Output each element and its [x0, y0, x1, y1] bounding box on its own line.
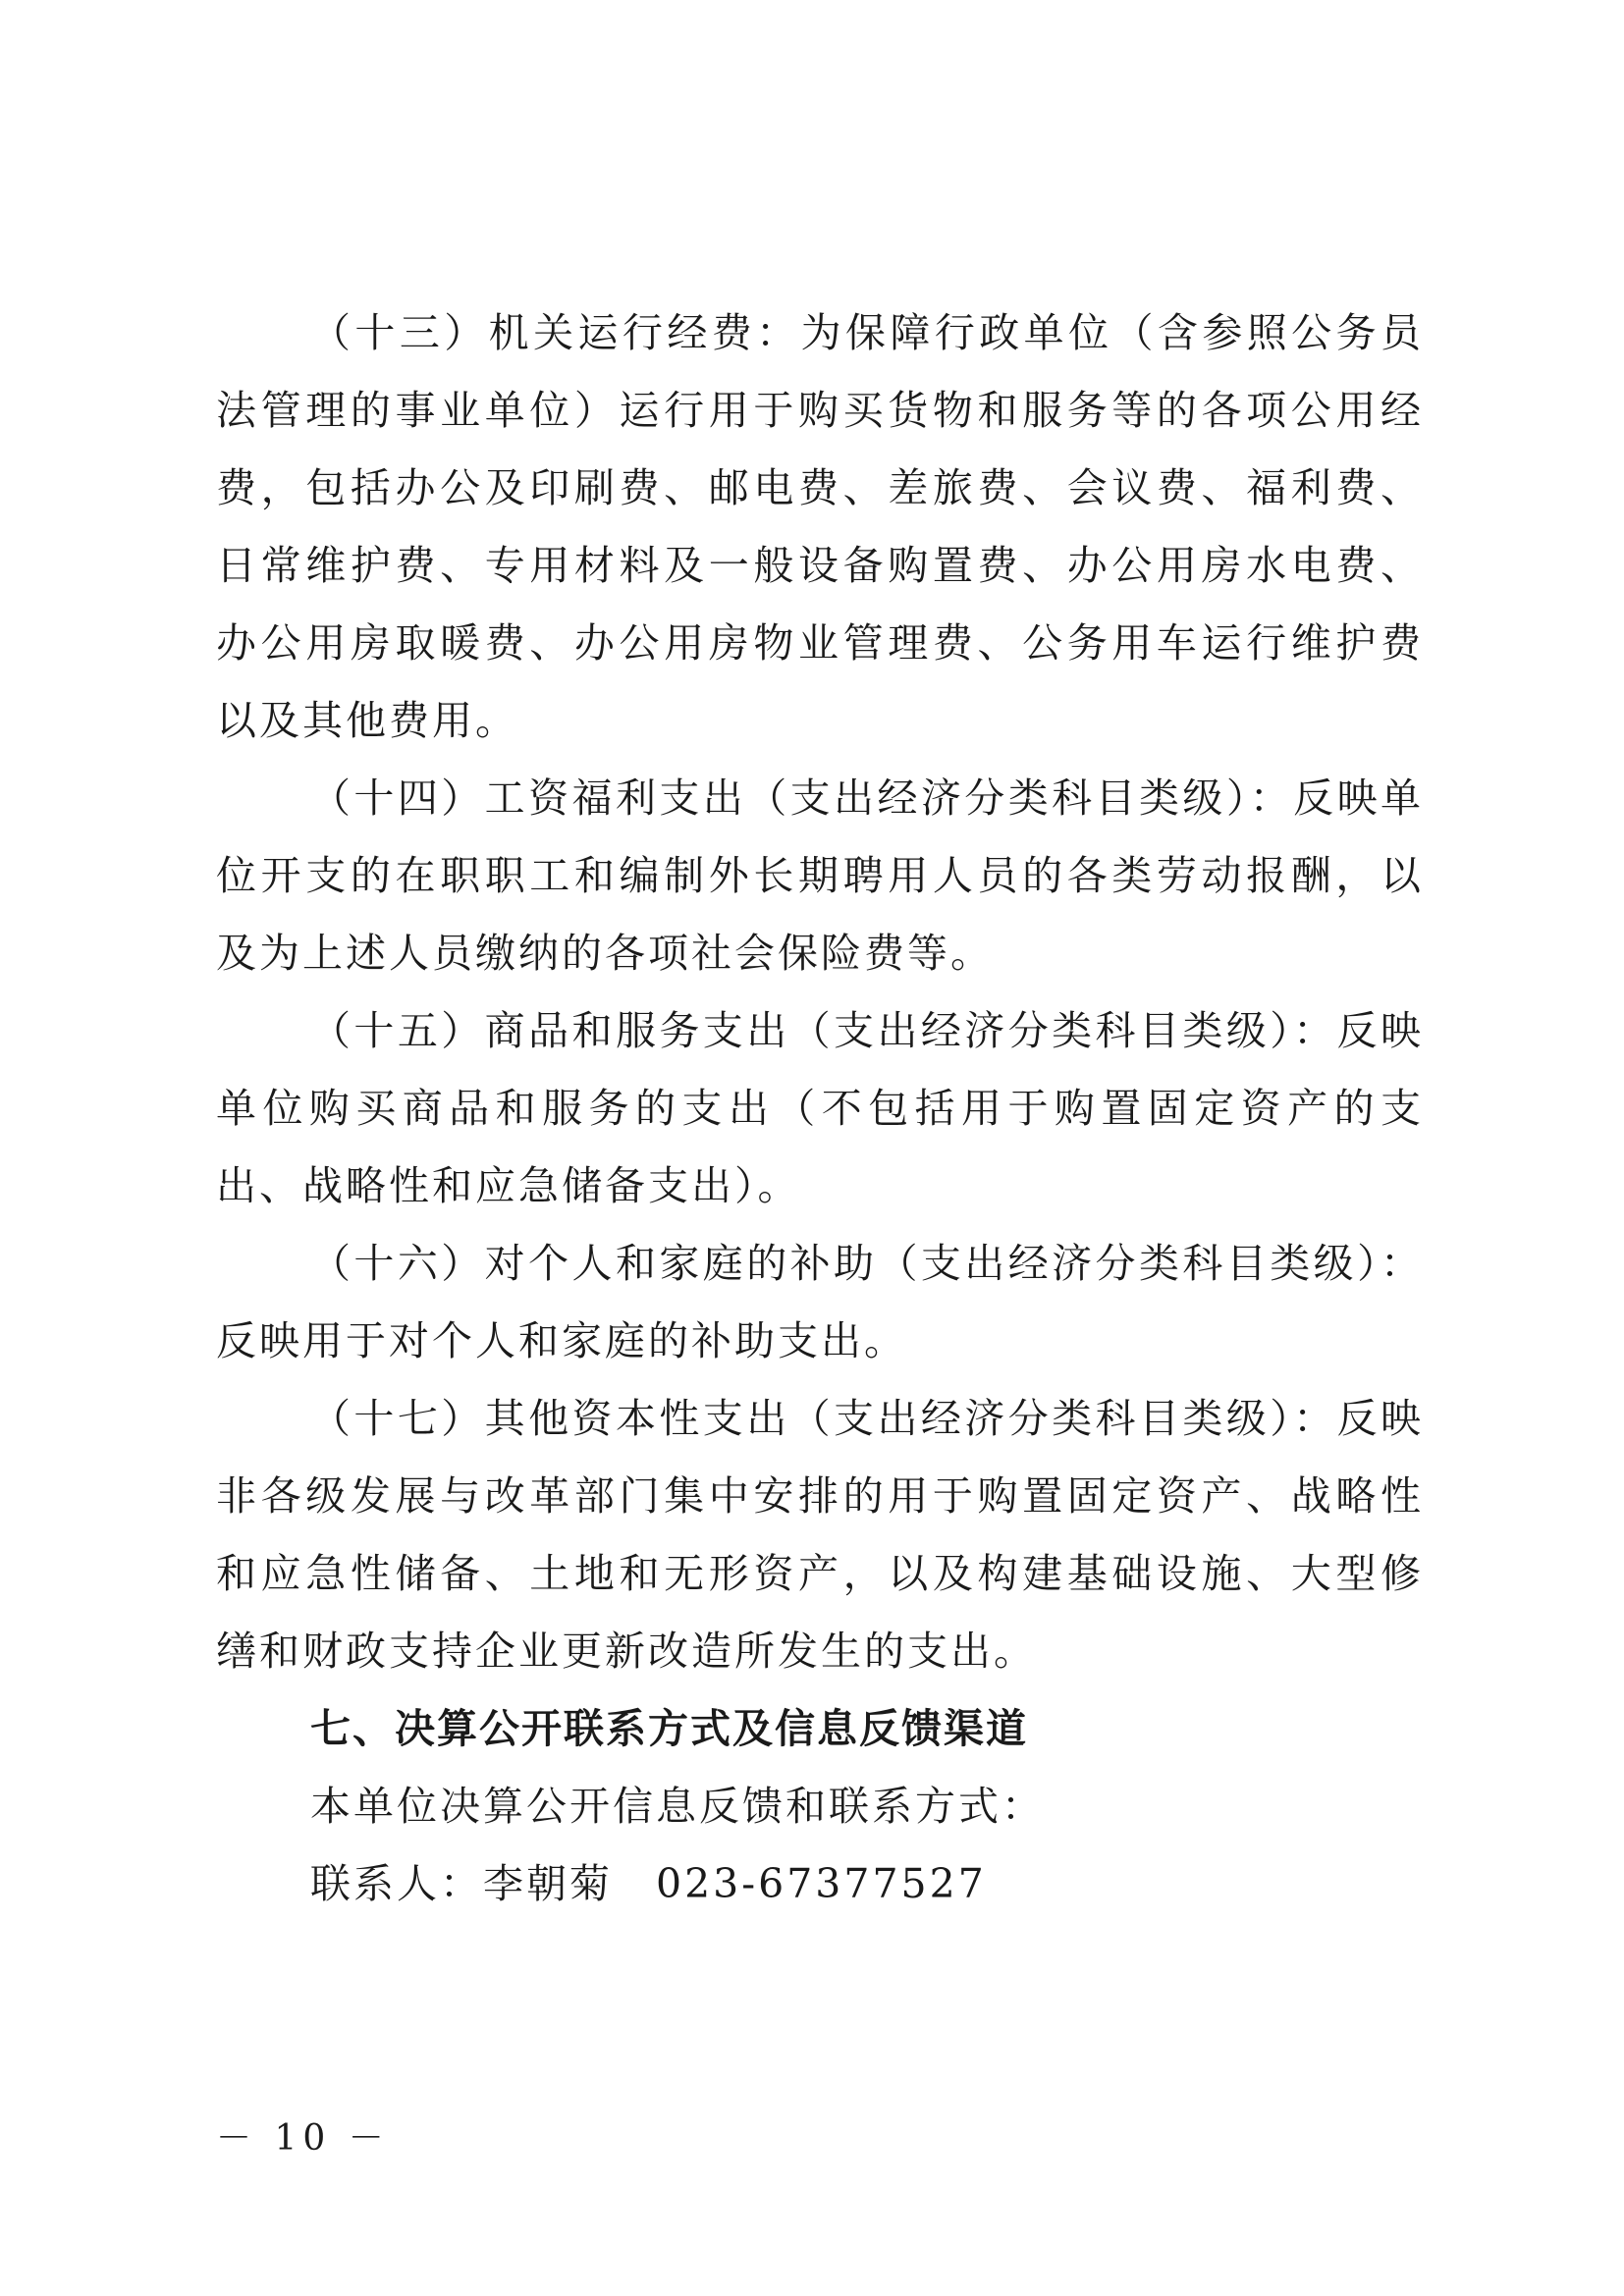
document-body [216, 294, 1424, 1923]
section-heading: 七、决算公开联系方式及信息反馈渠道 [310, 1705, 1028, 1752]
paragraph-14: （十四）工资福利支出（支出经济分类科目类级）：反映单位开支的在职职工和编制外长期聘用人员的各类劳动报酬，以及为上述人员缴纳的各项社会保险费等。 [216, 774, 1424, 977]
contact-line: 联系人：李朝菊 023-67377527 [310, 1860, 987, 1907]
paragraph-16: （十六）对个人和家庭的补助（支出经济分类科目类级）：反映用于对个人和家庭的补助支出。 [216, 1240, 1424, 1364]
page-number: － 10 － [216, 2118, 390, 2159]
paragraph-15: （十五）商品和服务支出（支出经济分类科目类级）：反映单位购买商品和服务的支出（不包括用于购置固定资产的支出、战略性和应急储备支出）。 [216, 1007, 1424, 1209]
paragraph-17: （十七）其他资本性支出（支出经济分类科目类级）：反映非各级发展与改革部门集中安排的用于购置固定资产、战略性和应急性储备、土地和无形资产，以及构建基础设施、大型修缮和财政支持企业更新改造所发生的支出。 [216, 1395, 1424, 1675]
paragraph-13: （十三）机关运行经费：为保障行政单位（含参照公务员法管理的事业单位）运行用于购买货物和服务等的各项公用经费，包括办公及印刷费、邮电费、差旅费、会议费、福利费、日常维护费、专用材料及一般设备购置费、办公用房水电费、办公用房取暖费、办公用房物业管理费、公务用车运行维护费以及其他费用。 [216, 309, 1424, 744]
contact-intro: 本单位决算公开信息反馈和联系方式： [310, 1783, 1045, 1830]
